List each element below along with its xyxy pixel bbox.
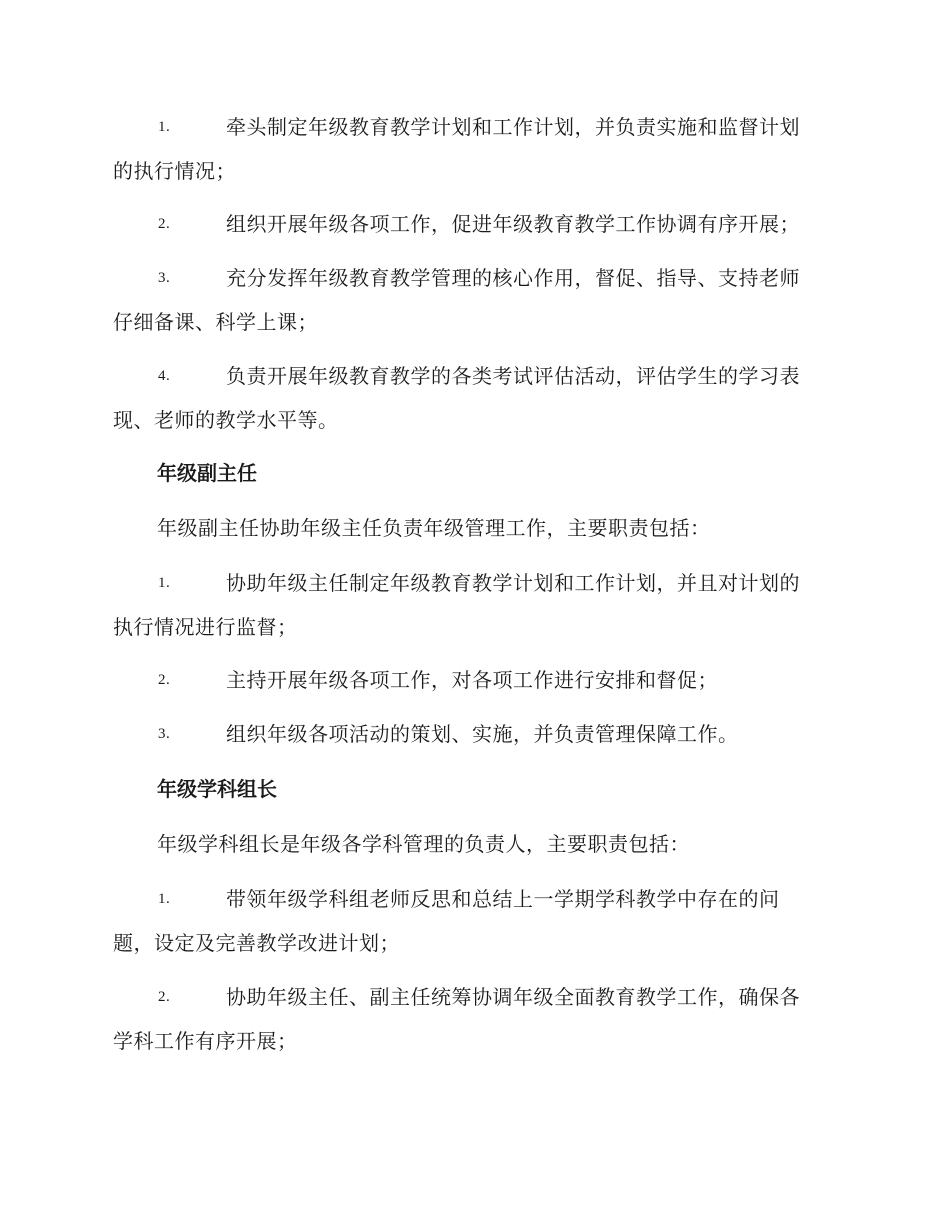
section-heading: 年级学科组长 xyxy=(157,777,277,801)
list-item xyxy=(113,256,835,344)
section-intro: 年级学科组长是年级各学科管理的负责人，主要职责包括： xyxy=(157,832,690,856)
list-item xyxy=(113,354,835,442)
list-text-line: 牵头制定年级教育教学计划和工作计划，并负责实施和监督计划 xyxy=(226,115,800,139)
section-heading: 年级副主任 xyxy=(157,461,257,485)
list-item xyxy=(113,877,835,965)
list-text-line: 题，设定及完善教学改进计划； xyxy=(113,931,400,955)
list-number: 1. xyxy=(158,119,171,135)
list-text-line: 学科工作有序开展； xyxy=(113,1029,298,1053)
list-item xyxy=(113,202,835,246)
list-number: 2. xyxy=(158,672,171,688)
list-number: 4. xyxy=(158,368,171,384)
list-text-line: 执行情况进行监督； xyxy=(113,615,298,639)
list-number: 1. xyxy=(158,891,171,907)
list-text-line: 的执行情况； xyxy=(113,159,236,183)
list-number: 1. xyxy=(158,575,171,591)
list-text-line: 组织开展年级各项工作，促进年级教育教学工作协调有序开展； xyxy=(226,212,800,236)
list-text-line: 协助年级主任制定年级教育教学计划和工作计划，并且对计划的 xyxy=(226,571,800,595)
list-item xyxy=(113,105,835,193)
section-intro: 年级副主任协助年级主任负责年级管理工作，主要职责包括： xyxy=(157,516,711,540)
list-text-line: 充分发挥年级教育教学管理的核心作用，督促、指导、支持老师 xyxy=(226,266,800,290)
list-text-line: 协助年级主任、副主任统筹协调年级全面教育教学工作，确保各 xyxy=(226,985,800,1009)
list-text-line: 主持开展年级各项工作，对各项工作进行安排和督促； xyxy=(226,668,718,692)
list-text-line: 仔细备课、科学上课； xyxy=(113,310,318,334)
list-item xyxy=(113,712,835,756)
list-text-line: 带领年级学科组老师反思和总结上一学期学科教学中存在的问 xyxy=(226,887,780,911)
list-text-line: 现、老师的教学水平等。 xyxy=(113,408,339,432)
list-item xyxy=(113,975,835,1063)
list-item xyxy=(113,658,835,702)
list-number: 2. xyxy=(158,989,171,1005)
list-item xyxy=(113,561,835,649)
list-number: 3. xyxy=(158,270,171,286)
list-number: 2. xyxy=(158,216,171,232)
list-text-line: 负责开展年级教育教学的各类考试评估活动，评估学生的学习表 xyxy=(226,364,800,388)
list-number: 3. xyxy=(158,726,171,742)
list-text-line: 组织年级各项活动的策划、实施，并负责管理保障工作。 xyxy=(226,722,739,746)
